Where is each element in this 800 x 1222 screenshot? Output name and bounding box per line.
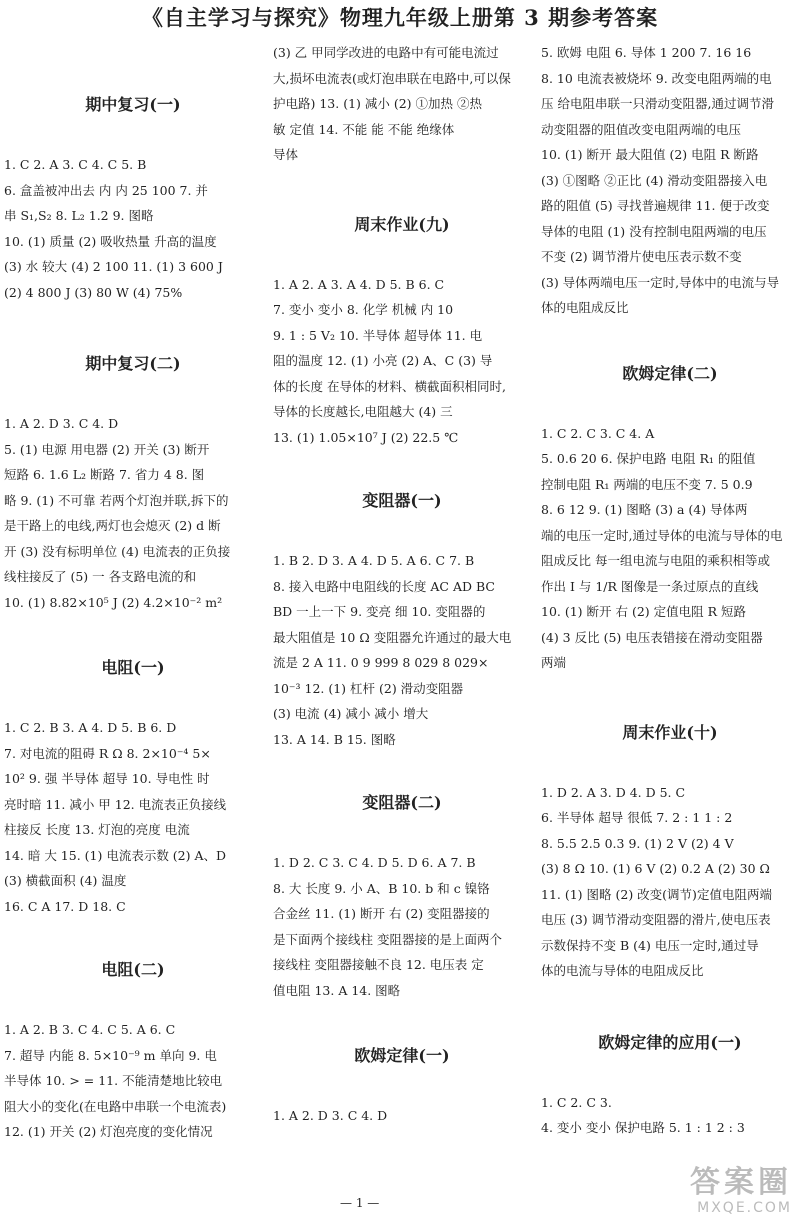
section-heading: 电阻(一) (101, 658, 165, 677)
answer-line: BD 一上一下 9. 变亮 细 10. 变阻器的 (273, 604, 486, 619)
answer-line: 10⁻³ 12. (1) 杠杆 (2) 滑动变阻器 (273, 680, 464, 696)
spacer (4, 615, 262, 655)
answer-block (4, 1017, 262, 1145)
answer-line: 导体的电阻 (1) 没有控制电阻两端的电压 (541, 223, 767, 239)
answer-line: 8. 6 12 9. (1) 图略 (3) a (4) 导体两 (541, 502, 748, 517)
answer-block (4, 715, 262, 919)
spacer (273, 1003, 531, 1043)
answer-line: 1. A 2. B 3. C 4. C 5. A 6. C (4, 1022, 176, 1037)
answer-line: 11. (1) 图略 (2) 改变(调节)定值电阻两端 (541, 886, 772, 902)
answer-line: 1. C 2. B 3. A 4. D 5. B 6. D (4, 720, 177, 735)
answer-line: 7. 超导 内能 8. 5×10⁻⁹ m 单向 9. 电 (4, 1047, 217, 1063)
answer-line: 动变阻器的阻值改变电阻两端的电压 (541, 121, 742, 137)
answer-line: 8. 大 长度 9. 小 A、B 10. b 和 c 镍铬 (273, 880, 490, 896)
spacer (273, 450, 531, 488)
answer-line: 压 给电阻串联一只滑动变阻器,通过调节滑 (541, 96, 774, 111)
answer-line: 体的电阻成反比 (541, 300, 629, 315)
answer-line: 13. (1) 1.05×10⁷ J (2) 22.5 ℃ (273, 429, 459, 445)
answer-line: 1. D 2. A 3. D 4. D 5. C (541, 784, 686, 800)
answer-line: 8. 接入电路中电阻线的长度 AC AD BC (273, 578, 495, 594)
page-number: — 1 — (340, 1196, 380, 1210)
answer-line: 4. 变小 变小 保护电路 5. 1 : 1 2 : 3 (541, 1120, 745, 1135)
answer-line: 1. B 2. D 3. A 4. D 5. A 6. C 7. B (273, 553, 475, 568)
section-heading: 期中复习(二) (85, 354, 181, 373)
answer-line: 敏 定值 14. 不能 能 不能 绝缘体 (273, 121, 455, 137)
answer-line: 体的电流与导体的电阻成反比 (541, 963, 704, 978)
answer-line: 略 9. (1) 不可靠 若两个灯泡并联,拆下的 (4, 492, 229, 508)
spacer (4, 919, 262, 957)
spacer (541, 1056, 799, 1090)
answer-line: 柱接反 长度 13. 灯泡的亮度 电流 (4, 822, 190, 837)
answer-block (541, 40, 799, 321)
answer-line: 7. 变小 变小 8. 化学 机械 内 10 (273, 302, 454, 317)
spacer (4, 681, 262, 715)
answer-line: (2) 4 800 J (3) 80 W (4) 75% (4, 284, 183, 300)
answer-line: 阻成反比 每一组电流与电阻的乘积相等或 (541, 553, 770, 568)
answer-line: 两端 (541, 655, 567, 670)
answer-line: 8. 5.5 2.5 0.3 9. (1) 2 V (2) 4 V (541, 835, 734, 851)
answer-line: 1. A 2. D 3. C 4. D (4, 416, 119, 431)
answer-line: 10. (1) 断开 最大阻值 (2) 电阻 R 断路 (541, 147, 759, 162)
answer-line: 6. 盒盖被冲出去 内 内 25 100 7. 并 (4, 182, 208, 198)
answer-line: (3) 横截面积 (4) 温度 (4, 873, 127, 888)
answer-line: 阻的温度 12. (1) 小亮 (2) A、C (3) 导 (273, 353, 493, 368)
spacer (4, 377, 262, 411)
watermark-url: MXQE.COM (697, 1200, 792, 1216)
answer-line: 13. A 14. B 15. 图略 (273, 731, 396, 747)
spacer (541, 387, 799, 421)
page-title: 《自主学习与探究》物理九年级上册第 3 期参考答案 (141, 5, 659, 30)
spacer (273, 816, 531, 850)
answer-block (4, 152, 262, 305)
answer-block (273, 40, 531, 168)
answer-line: 示数保持不变 B (4) 电压一定时,通过导 (541, 937, 759, 953)
section-heading: 欧姆定律(一) (354, 1046, 450, 1065)
spacer (273, 514, 531, 548)
answer-column-1 (4, 40, 262, 1145)
answer-line: 1. C 2. C 3. (541, 1094, 612, 1110)
answer-line: (3) 水 较大 (4) 2 100 11. (1) 3 600 J (4, 259, 223, 274)
answer-line: 路的阻值 (5) 寻找普遍规律 11. 便于改变 (541, 198, 770, 213)
answer-column-3 (541, 40, 799, 1141)
answer-line: 控制电阻 R₁ 两端的电压不变 7. 5 0.9 (541, 476, 753, 492)
answer-line: 是干路上的电线,两灯也会熄灭 (2) d 断 (4, 518, 221, 533)
answer-line: 合金丝 11. (1) 断开 右 (2) 变阻器接的 (273, 906, 490, 921)
answer-line: 10² 9. 强 半导体 超导 10. 导电性 时 (4, 771, 210, 786)
spacer (4, 118, 262, 152)
answer-line: 导体的长度越长,电阻越大 (4) 三 (273, 404, 453, 419)
answer-line: (3) 导体两端电压一定时,导体中的电流与导 (541, 274, 780, 290)
answer-line: 16. C A 17. D 18. C (4, 898, 126, 914)
answer-line: 1. A 2. A 3. A 4. D 5. B 6. C (273, 276, 445, 292)
block-1-0 (4, 40, 262, 92)
answer-line: 接线柱 变阻器接触不良 12. 电压表 定 (273, 957, 484, 972)
answer-line: 大,损坏电流表(或灯泡串联在电路中,可以保 (273, 70, 511, 86)
answer-line: 不变 (2) 调节滑片使电压表示数不变 (541, 249, 742, 264)
answer-line: 电压 (3) 调节滑动变阻器的滑片,使电压表 (541, 912, 771, 927)
section-heading: 变阻器(一) (362, 491, 442, 510)
answer-line: 线柱接反了 (5) 一 各支路电流的和 (4, 569, 197, 584)
answer-line: 1. C 2. C 3. C 4. A (541, 425, 655, 441)
answer-line: 5. (1) 电源 用电器 (2) 开关 (3) 断开 (4, 441, 210, 457)
answer-line: 7. 对电流的阻碍 R Ω 8. 2×10⁻⁴ 5× (4, 745, 211, 761)
answer-line: 10. (1) 质量 (2) 吸收热量 升高的温度 (4, 233, 217, 249)
answer-line: 9. 1 : 5 V₂ 10. 半导体 超导体 11. 电 (273, 327, 483, 343)
answer-line: 8. 10 电流表被烧坏 9. 改变电阻两端的电 (541, 70, 772, 86)
answer-block (273, 850, 531, 1003)
answer-line: 1. A 2. D 3. C 4. D (273, 1108, 388, 1123)
spacer (4, 305, 262, 351)
section-heading: 电阻(二) (101, 960, 165, 979)
answer-line: 流是 2 A 11. 0 9 999 8 029 8 029× (273, 655, 489, 670)
answer-line: 是下面两个接线柱 变阻器接的是上面两个 (273, 931, 502, 947)
spacer (273, 752, 531, 790)
answer-line: 5. 欧姆 电阻 6. 导体 1 200 7. 16 16 (541, 45, 752, 60)
answer-block (4, 411, 262, 615)
section-heading: 欧姆定律的应用(一) (598, 1032, 742, 1052)
answer-line: 最大阻值是 10 Ω 变阻器允许通过的最大电 (273, 629, 512, 645)
answer-block (273, 1103, 531, 1129)
answer-line: 1. C 2. A 3. C 4. C 5. B (4, 157, 147, 172)
answer-line: 10. (1) 8.82×10⁵ J (2) 4.2×10⁻² m² (4, 594, 223, 610)
answer-line: 5. 0.6 20 6. 保护电路 电阻 R₁ 的阻值 (541, 451, 756, 466)
answer-block (273, 272, 531, 451)
spacer (4, 983, 262, 1017)
answer-line: 6. 半导体 超导 很低 7. 2 : 1 1 : 2 (541, 810, 733, 825)
answer-block (541, 1090, 799, 1141)
spacer (541, 676, 799, 720)
answer-block (541, 780, 799, 984)
answer-line: 导体 (273, 147, 299, 162)
answer-block (541, 421, 799, 676)
answer-line: 体的长度 在导体的材料、横截面积相同时, (273, 378, 506, 394)
section-heading: 欧姆定律(二) (622, 363, 718, 383)
spacer (273, 1069, 531, 1103)
answer-line: 值电阻 13. A 14. 图略 (273, 982, 401, 998)
answer-line: 10. (1) 断开 右 (2) 定值电阻 R 短路 (541, 604, 747, 619)
watermark-text: 答案圈 (690, 1165, 792, 1200)
answer-line: 作出 I 与 1/R 图像是一条过原点的直线 (541, 578, 759, 594)
answer-line: 开 (3) 没有标明单位 (4) 电流表的正负接 (4, 543, 231, 559)
answer-block (273, 548, 531, 752)
answer-line: 短路 6. 1.6 L₂ 断路 7. 省力 4 8. 图 (4, 467, 205, 482)
spacer (541, 984, 799, 1030)
section-heading: 周末作业(九) (354, 214, 450, 234)
answer-line: (3) 8 Ω 10. (1) 6 V (2) 0.2 A (2) 30 Ω (541, 861, 770, 876)
answer-line: 阻大小的变化(在电路中串联一个电流表) (4, 1098, 227, 1114)
answer-line: 串 S₁,S₂ 8. L₂ 1.2 9. 图略 (4, 208, 154, 223)
section-heading: 期中复习(一) (85, 95, 181, 114)
answer-line: (4) 3 反比 (5) 电压表错接在滑动变阻器 (541, 629, 763, 645)
answer-line: 亮时暗 11. 减小 甲 12. 电流表正负接线 (4, 796, 227, 812)
answer-line: 护电路) 13. (1) 减小 (2) ①加热 ②热 (273, 96, 483, 111)
answer-line: (3) 乙 甲同学改进的电路中有可能电流过 (273, 45, 499, 60)
answer-line: (3) ①图略 ②正比 (4) 滑动变阻器接入电 (541, 172, 768, 188)
spacer (541, 746, 799, 780)
answer-line: 14. 暗 大 15. (1) 电流表示数 (2) A、D (4, 847, 227, 863)
answer-line: 半导体 10. > = 11. 不能清楚地比较电 (4, 1073, 223, 1088)
answer-column-2 (273, 40, 531, 1129)
spacer (273, 168, 531, 212)
answer-line: 1. D 2. C 3. C 4. D 5. D 6. A 7. B (273, 855, 476, 870)
section-heading: 周末作业(十) (622, 722, 718, 742)
spacer (273, 238, 531, 272)
answer-line: (3) 电流 (4) 减小 减小 增大 (273, 706, 429, 721)
spacer (541, 321, 799, 361)
watermark-logo (690, 1166, 792, 1216)
answer-line: 端的电压一定时,通过导体的电流与导体的电 (541, 527, 783, 543)
answer-line: 12. (1) 开关 (2) 灯泡亮度的变化情况 (4, 1124, 213, 1139)
section-heading: 变阻器(二) (362, 793, 442, 812)
